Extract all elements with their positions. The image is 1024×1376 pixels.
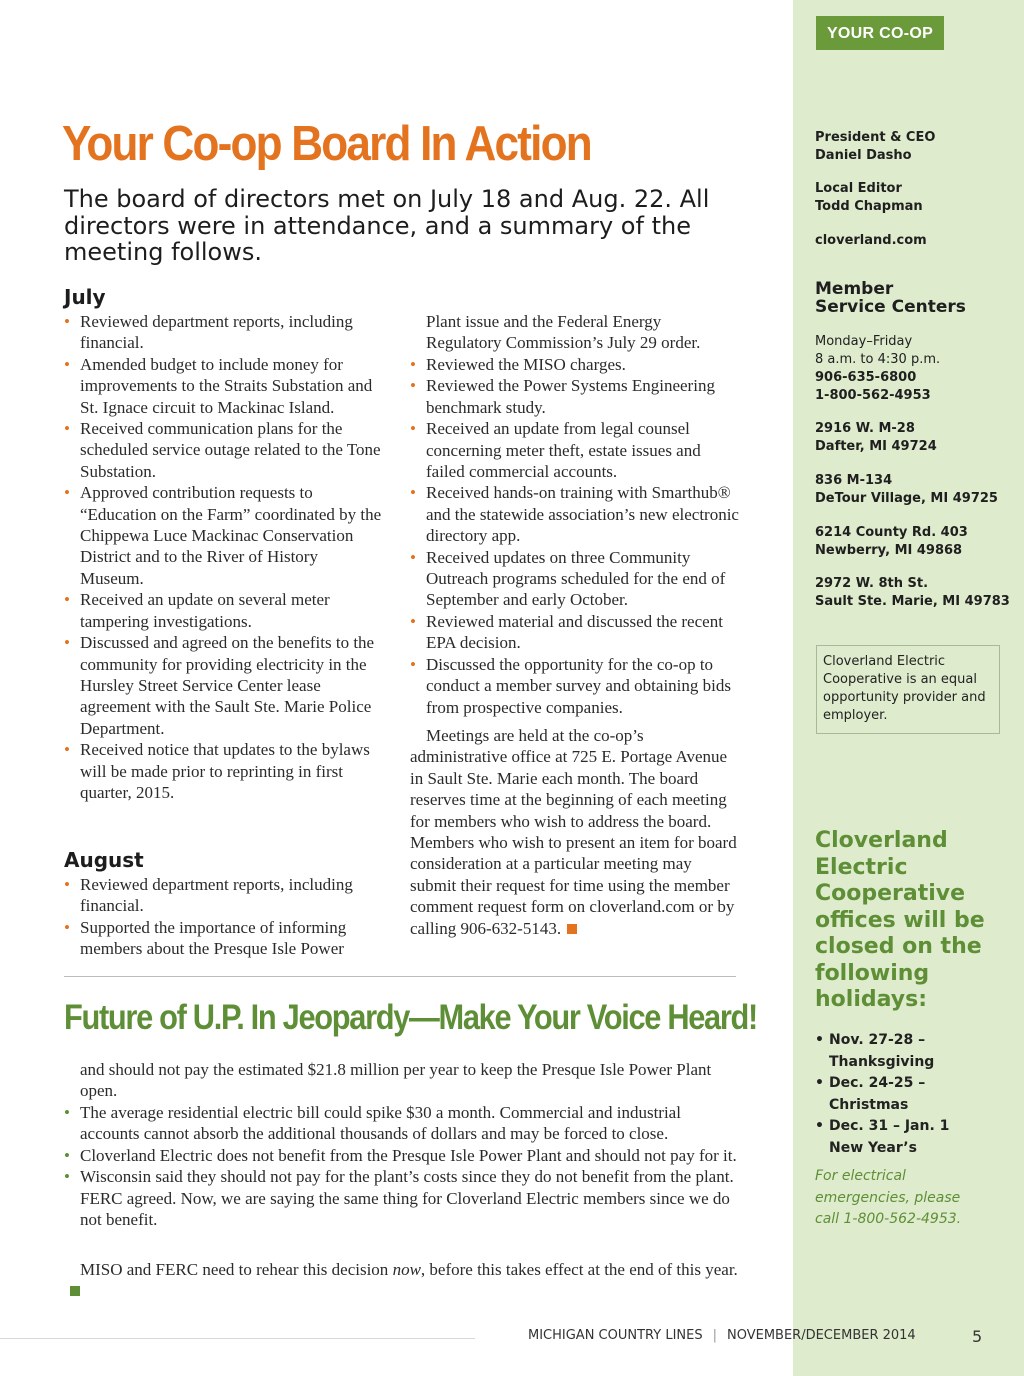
office-address [815, 524, 968, 560]
office-hours [815, 333, 940, 405]
list-item: • Cloverland Electric does not benefit from the Presque Isle Power Plant and should not pay for it. [64, 1145, 744, 1166]
closing-text-end: , before this takes effect at the end of this year. [420, 1260, 738, 1279]
list-item: • The average residential electric bill could spike $30 a month. Commercial and industrial accounts cannot absorb the additional thousands of dollars and may be forced to close. [64, 1102, 744, 1145]
end-mark-icon [567, 924, 577, 934]
article2-title: Future of U.P. In Jeopardy—Make Your Voice Heard! [64, 998, 757, 1037]
list-item: • Wisconsin said they should not pay for the plant’s costs since they do not benefit from the plant. FERC agreed. Now, we are saying the same thing for Cloverland Electric members since we do not benefit. [64, 1166, 744, 1230]
article2-continuation: and should not pay the estimated $21.8 million per year to keep the Presque Isle Power Plant open. [80, 1060, 712, 1101]
issue-date: NOVEMBER/DECEMBER 2014 [726, 1328, 916, 1343]
holiday-item [815, 1030, 985, 1073]
article2-closing [64, 1259, 744, 1302]
holiday-item [815, 1073, 985, 1116]
page-number: 5 [972, 1327, 983, 1346]
office-address [815, 420, 937, 456]
footer-separator: | [712, 1328, 717, 1343]
phone-local: 906-635-6800 [815, 370, 917, 385]
hours-time: 8 a.m. to 4:30 p.m. [815, 352, 941, 367]
article-title: Your Co-op Board In Action [62, 117, 591, 171]
holiday-item [815, 1116, 985, 1159]
office-address [815, 575, 1010, 611]
section-divider [64, 976, 736, 977]
editor-name: Todd Chapman [815, 199, 923, 214]
holiday-list [815, 1030, 985, 1159]
meetings-paragraph [410, 725, 740, 939]
office-street: 6214 County Rd. 403 [815, 525, 968, 540]
office-street: 2972 W. 8th St. [815, 576, 929, 591]
list-item: • Reviewed the Power Systems Engineering benchmark study. [410, 375, 740, 418]
list-item: • Received hands-on training with Smarthub® and the statewide association’s new electronic directory app. [410, 482, 740, 546]
holiday-heading: Cloverland Electric Cooperative offices will be closed on the following holidays: [815, 828, 985, 1012]
editor-info [815, 180, 923, 216]
holiday-dates: Nov. 27-28 – [829, 1032, 926, 1048]
holiday-dates: Dec. 31 – Jan. 1 [829, 1118, 950, 1134]
list-continuation: Plant issue and the Federal Energy Regulatory Commission’s July 29 order. [426, 312, 701, 353]
list-item: • Discussed the opportunity for the co-op to conduct a member survey and obtaining bids from prospective companies. [410, 654, 740, 718]
article-intro: The board of directors met on July 18 and Aug. 22. All directors were in attendance, and a summary of the meeting follows. [64, 185, 710, 266]
office-address [815, 472, 998, 508]
holiday-name: Christmas [829, 1096, 909, 1113]
equal-opportunity-notice: Cloverland Electric Cooperative is an equal opportunity provider and employer. [816, 645, 1000, 734]
service-centers-heading [815, 280, 966, 316]
list-item: • Supported the importance of informing members about the Presque Isle Power [64, 917, 384, 960]
list-item: • Reviewed material and discussed the recent EPA decision. [410, 611, 740, 654]
service-centers-heading-line2: Service Centers [815, 297, 966, 317]
end-mark-icon [70, 1286, 80, 1296]
column2-list [410, 354, 740, 718]
service-centers-heading-line1: Member [815, 279, 894, 299]
august-heading: August [64, 848, 144, 872]
office-city: Newberry, MI 49868 [815, 543, 963, 558]
hours-days: Monday–Friday [815, 334, 913, 349]
office-street: 836 M-134 [815, 473, 893, 488]
office-street: 2916 W. M-28 [815, 421, 915, 436]
list-item: • Approved contribution requests to “Education on the Farm” coordinated by the Chippewa Luce Mackinac Conservation District and to the River of History Museum. [64, 482, 384, 589]
list-item: • Received an update on several meter tampering investigations. [64, 589, 384, 632]
list-item: • Reviewed department reports, including financial. [64, 311, 384, 354]
closing-emphasis: now [392, 1260, 421, 1279]
july-list [64, 311, 384, 803]
list-item: • Received communication plans for the scheduled service outage related to the Tone Substation. [64, 418, 384, 482]
article2-list [64, 1102, 744, 1230]
holiday-name: Thanksgiving [829, 1053, 935, 1070]
list-item: • Received updates on three Community Outreach programs scheduled for the end of September and early October. [410, 547, 740, 611]
president-info [815, 129, 935, 165]
meetings-text: Meetings are held at the co-op’s administrative office at 725 E. Portage Avenue in Sault Ste. Marie each month. The board reserves time at the beginning of each meeting for members who wish to address the board. Members who wish to present an item for board consideration at a particular meeting may submit their request for time using the member comment request form on cloverland.com or by calling 906-632-5143. [410, 726, 737, 938]
footer-rule [0, 1338, 475, 1339]
list-item: • Received notice that updates to the bylaws will be made prior to reprinting in first quarter, 2015. [64, 739, 384, 803]
list-item: • Discussed and agreed on the benefits to the community for providing electricity in the Hursley Street Service Center lease agreement with the Sault Ste. Marie Police Department. [64, 632, 384, 739]
publication-name: MICHIGAN COUNTRY LINES [528, 1328, 703, 1343]
holiday-dates: Dec. 24-25 – [829, 1075, 926, 1091]
august-list [64, 874, 384, 960]
section-tag: YOUR CO-OP [816, 16, 944, 50]
president-role: President & CEO [815, 130, 936, 145]
phone-tollfree: 1-800-562-4953 [815, 388, 931, 403]
president-name: Daniel Dasho [815, 148, 912, 163]
list-item: • Reviewed department reports, including financial. [64, 874, 384, 917]
office-city: Dafter, MI 49724 [815, 439, 937, 454]
website-link[interactable]: cloverland.com [815, 233, 927, 248]
office-city: Sault Ste. Marie, MI 49783 [815, 594, 1010, 609]
list-item: • Reviewed the MISO charges. [410, 354, 740, 375]
list-item: • Received an update from legal counsel concerning meter theft, estate issues and failed commercial accounts. [410, 418, 740, 482]
closing-text: MISO and FERC need to rehear this decision [80, 1260, 393, 1279]
emergency-note: For electrical emergencies, please call 1-800-562-4953. [815, 1168, 962, 1227]
holiday-name: New Year’s [829, 1139, 917, 1156]
office-city: DeTour Village, MI 49725 [815, 491, 998, 506]
editor-role: Local Editor [815, 181, 902, 196]
list-item: • Amended budget to include money for improvements to the Straits Substation and St. Ignace circuit to Mackinac Island. [64, 354, 384, 418]
footer [528, 1328, 916, 1343]
july-heading: July [64, 285, 106, 309]
